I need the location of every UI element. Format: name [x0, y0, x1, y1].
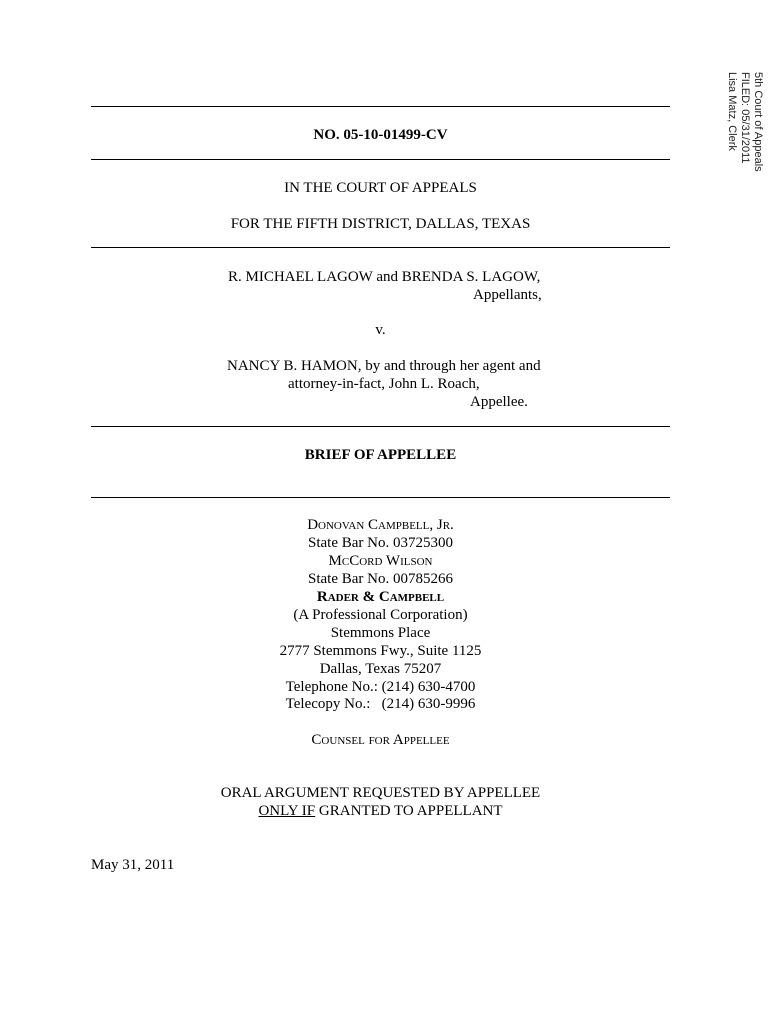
stamp-court: 5th Court of Appeals [752, 72, 764, 172]
address-street: 2777 Stemmons Fwy., Suite 1125 [279, 643, 482, 659]
appellants-role: Appellants, [473, 287, 542, 303]
divider [91, 159, 670, 160]
appellee-role: Appellee. [470, 394, 528, 410]
oral-argument-condition [91, 802, 670, 820]
telephone-number: Telephone No.: (214) 630-4700 [285, 679, 476, 695]
appellants-names: R. MICHAEL LAGOW and BRENDA S. LAGOW, [228, 269, 541, 285]
oral-argument-request: ORAL ARGUMENT REQUESTED BY APPELLEE [220, 785, 541, 801]
stamp-clerk: Lisa Matz, Clerk [726, 72, 738, 151]
telecopy-number: Telecopy No.: (214) 630-9996 [285, 696, 476, 712]
law-firm-name: Rader & Campbell [316, 589, 445, 605]
attorney-bar-number: State Bar No. 03725300 [308, 535, 453, 551]
court-district: FOR THE FIFTH DISTRICT, DALLAS, TEXAS [230, 216, 531, 232]
oral-argument-emphasis: ONLY IF [258, 803, 316, 819]
appellee-agent: attorney-in-fact, John L. Roach, [288, 376, 480, 392]
divider [91, 426, 670, 427]
court-name: IN THE COURT OF APPEALS [284, 180, 477, 196]
versus: v. [375, 322, 386, 338]
case-number: NO. 05-10-01499-CV [313, 127, 448, 143]
address-city: Dallas, Texas 75207 [319, 661, 442, 677]
filing-date: May 31, 2011 [91, 857, 175, 873]
address-building: Stemmons Place [330, 625, 431, 641]
appellee-name: NANCY B. HAMON, by and through her agent and [227, 358, 541, 374]
divider [91, 247, 670, 248]
oral-argument-rest: GRANTED TO APPELLANT [315, 803, 503, 819]
attorney-name: McCord Wilson [328, 553, 433, 569]
divider [91, 497, 670, 498]
brief-title: BRIEF OF APPELLEE [304, 447, 457, 463]
divider [91, 106, 670, 107]
filing-stamp [712, 72, 764, 202]
attorney-name: Donovan Campbell, Jr. [307, 517, 454, 533]
counsel-role: Counsel for Appellee [311, 732, 450, 748]
stamp-filed-date: FILED: 05/31/2011 [739, 72, 751, 164]
law-firm-type: (A Professional Corporation) [293, 607, 468, 623]
attorney-bar-number: State Bar No. 00785266 [308, 571, 453, 587]
